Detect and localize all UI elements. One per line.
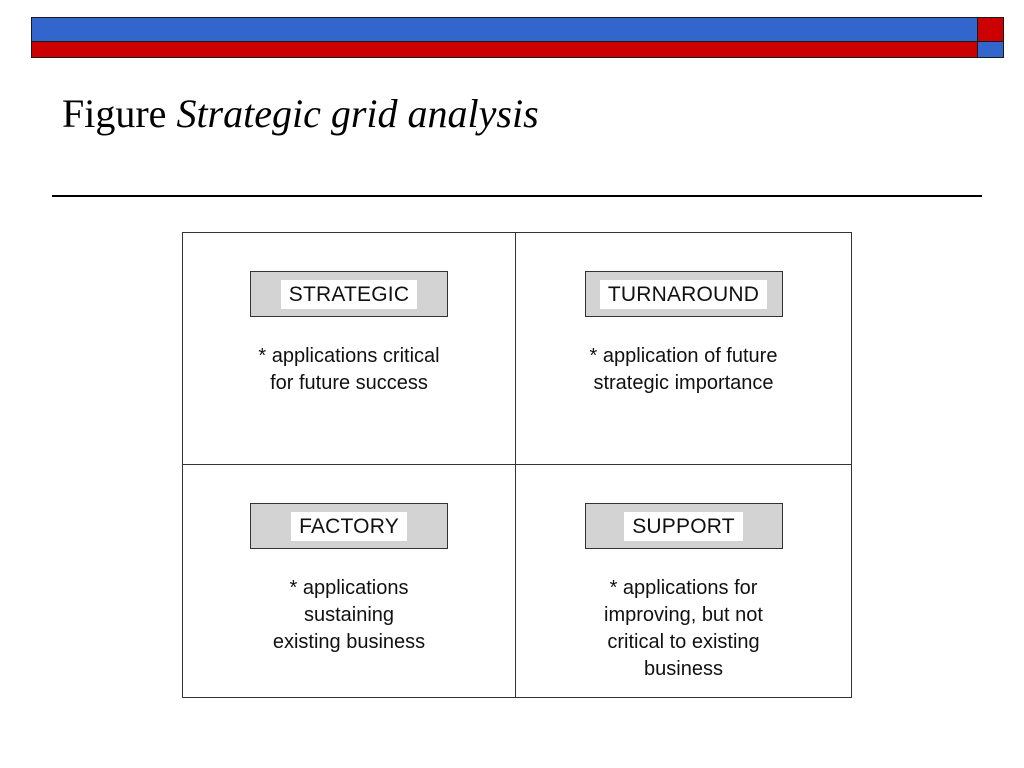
quadrant-strategic (183, 233, 516, 465)
title-italic: Strategic grid analysis (176, 91, 539, 136)
description-line: strategic importance (593, 372, 774, 394)
quadrant-label-box (585, 271, 783, 317)
description-line: sustaining (303, 604, 395, 626)
description-line: existing business (272, 631, 426, 653)
quadrant-label-box (585, 503, 783, 549)
strategic-grid (182, 232, 852, 698)
quadrant-label: SUPPORT (624, 512, 743, 541)
quadrant-label: STRATEGIC (281, 280, 417, 309)
description-line: * applications critical (258, 345, 440, 367)
description-line: for future success (270, 372, 428, 394)
slide-title (62, 90, 539, 137)
quadrant-label: FACTORY (291, 512, 407, 541)
description-line: improving, but not (604, 604, 763, 626)
description-line: * application of future (589, 345, 778, 367)
quadrant-label-box (250, 271, 448, 317)
quadrant-description (209, 575, 489, 656)
title-prefix: Figure (62, 91, 167, 136)
header-square-blue (978, 42, 1004, 58)
quadrant-description (544, 575, 824, 683)
description-line: * applications for (609, 577, 758, 599)
quadrant-description (544, 343, 824, 397)
header-square-red (978, 17, 1004, 42)
header-bar-blue (31, 17, 978, 42)
title-divider (52, 195, 982, 197)
description-line: business (644, 658, 723, 680)
quadrant-label-box (250, 503, 448, 549)
description-line: * applications (289, 577, 409, 599)
header-bar-red (31, 42, 978, 58)
quadrant-turnaround (516, 233, 851, 465)
quadrant-factory (183, 465, 516, 697)
description-line: critical to existing (607, 631, 760, 653)
quadrant-description (209, 343, 489, 397)
quadrant-label: TURNAROUND (600, 280, 767, 309)
quadrant-support (516, 465, 851, 697)
